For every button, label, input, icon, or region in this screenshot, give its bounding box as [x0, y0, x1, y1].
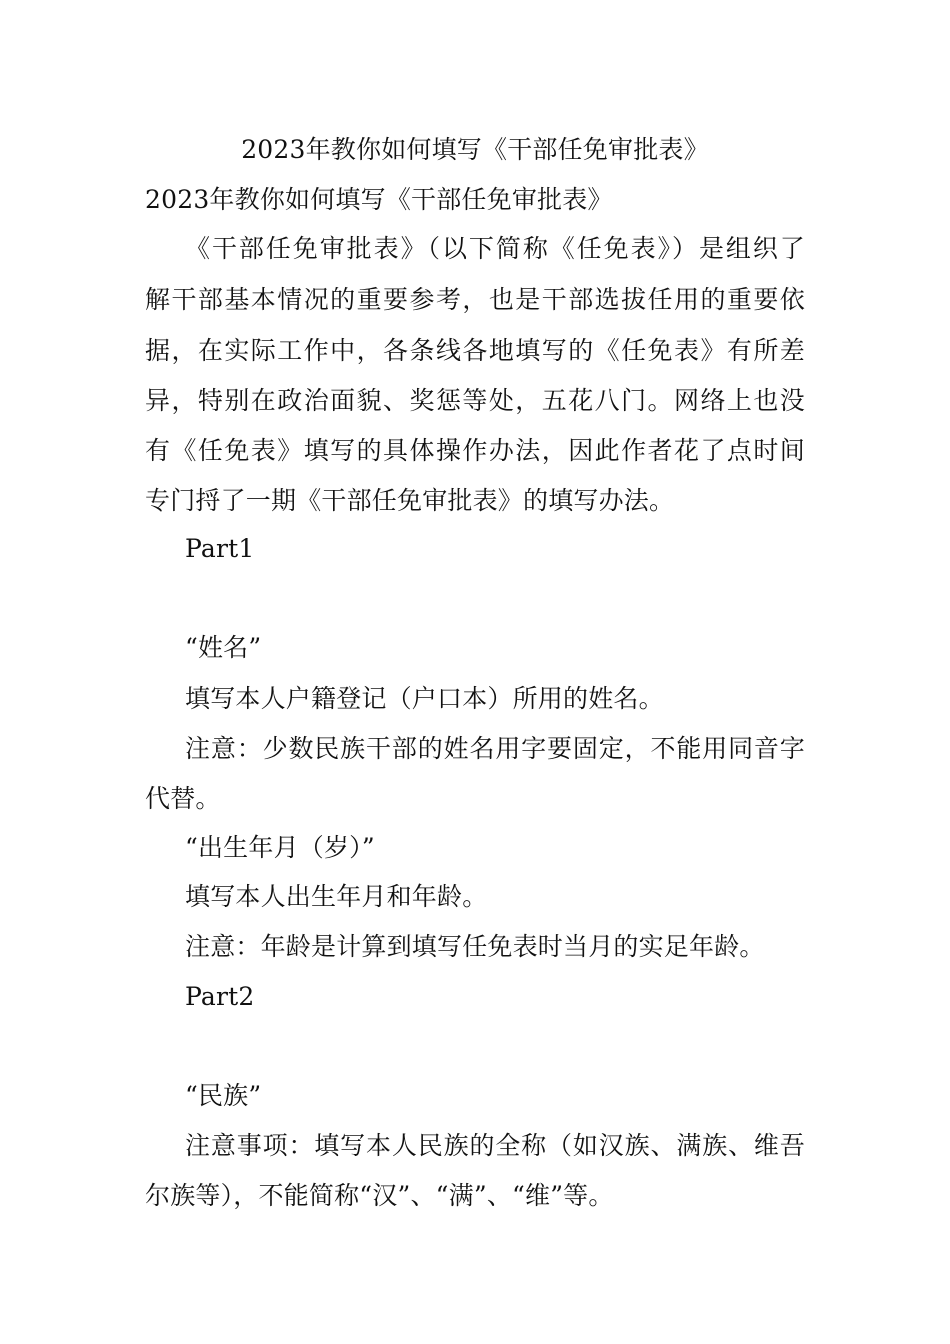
intro-line: 专门捋了一期《干部任免审批表》的填写办法。	[145, 486, 675, 515]
intro-line: 解干部基本情况的重要参考，也是干部选拔任用的重要依	[145, 285, 805, 314]
ethnic-heading: “民族”	[185, 1081, 262, 1110]
part1-heading: Part1	[185, 534, 255, 563]
intro-line: 据，在实际工作中，各条线各地填写的《任免表》有所差	[145, 336, 805, 365]
intro-line: 异，特别在政治面貌、奖惩等处，五花八门。网络上也没	[145, 386, 805, 415]
birth-heading: “出生年月（岁）”	[185, 833, 375, 862]
intro-line: 《干部任免审批表》（以下简称《任免表》）是组织了	[185, 234, 805, 263]
birth-note: 注意：年龄是计算到填写任免表时当月的实足年龄。	[185, 932, 765, 961]
name-note-line: 代替。	[145, 784, 221, 813]
name-heading: “姓名”	[185, 633, 262, 662]
document-subtitle: 2023年教你如何填写《干部任免审批表》	[145, 185, 613, 214]
birth-description: 填写本人出生年月和年龄。	[185, 882, 488, 911]
document-title: 2023年教你如何填写《干部任免审批表》	[241, 135, 709, 164]
intro-line: 有《任免表》填写的具体操作办法，因此作者花了点时间	[145, 436, 805, 465]
ethnic-note-line: 尔族等），不能简称“汉”、“满”、“维”等。	[145, 1181, 614, 1210]
part2-heading: Part2	[185, 982, 255, 1011]
name-note-line: 注意：少数民族干部的姓名用字要固定，不能用同音字	[185, 734, 805, 763]
name-description: 填写本人户籍登记（户口本）所用的姓名。	[185, 684, 664, 713]
ethnic-note-line: 注意事项：填写本人民族的全称（如汉族、满族、维吾	[185, 1131, 805, 1160]
